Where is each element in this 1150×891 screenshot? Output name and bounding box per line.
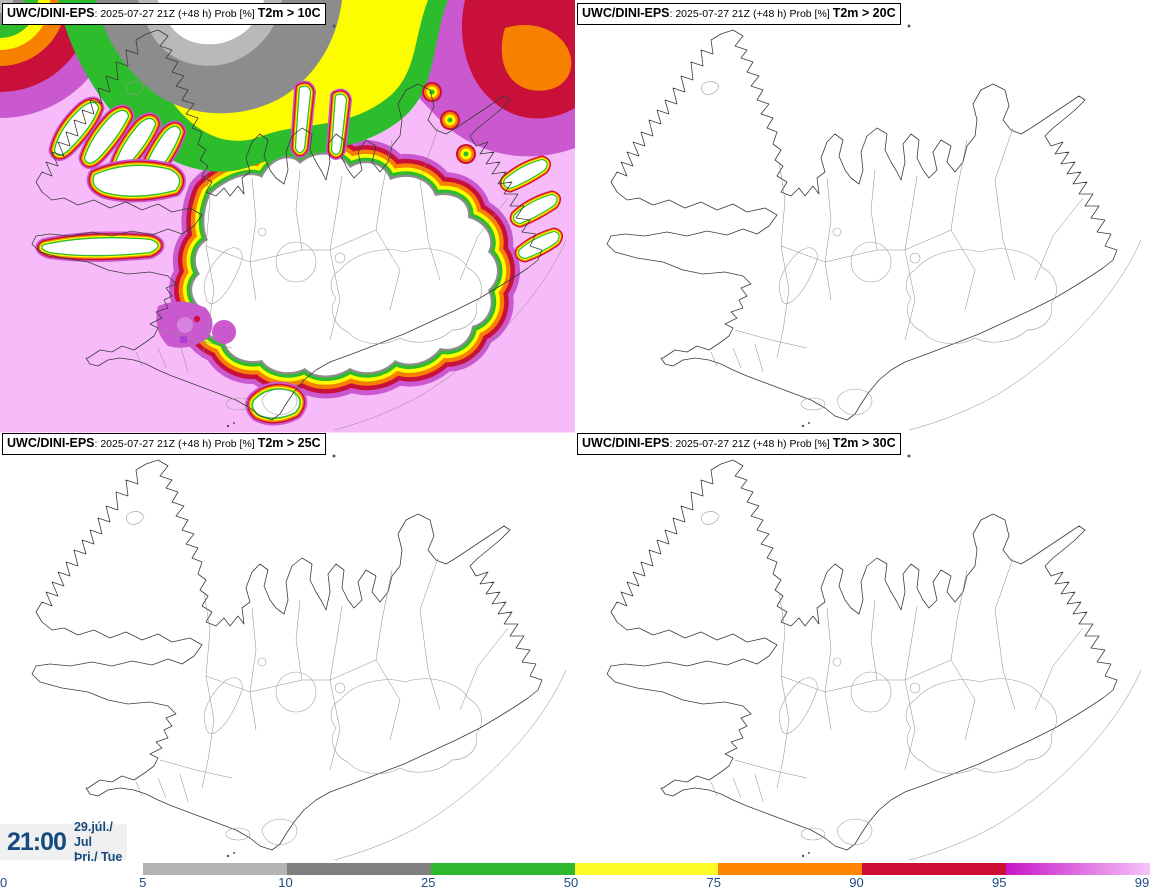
valid-date-label: [74, 820, 127, 865]
run-meta-label: : 2025-07-27 21Z (+48 h) Prob [%]: [669, 8, 830, 20]
colorbar-tick-label: 75: [706, 875, 721, 890]
colorbar-tick-label: 90: [849, 875, 864, 890]
valid-time-box: [0, 819, 127, 864]
threshold-label: T2m > 30C: [832, 436, 896, 450]
colorbar-tick-label: 25: [421, 875, 436, 890]
model-source-label: UWC/DINI-EPS: [582, 6, 670, 20]
probability-field: [0, 0, 575, 430]
valid-time-label: 21:00: [7, 827, 66, 856]
threshold-label: T2m > 10C: [257, 6, 321, 20]
probability-colorbar-footer: [0, 860, 1150, 891]
run-meta-label: : 2025-07-27 21Z (+48 h) Prob [%]: [94, 8, 255, 20]
map-title-t2m-10c: [2, 3, 326, 25]
model-source-label: UWC/DINI-EPS: [7, 436, 95, 450]
valid-date-day: 29.júl./ Jul: [73, 819, 113, 849]
map-panel-t2m-gt-10c: [0, 0, 575, 430]
colorbar-tick-labels: [0, 860, 1150, 891]
model-source-label: UWC/DINI-EPS: [582, 436, 670, 450]
map-panel-t2m-gt-30c: [575, 430, 1150, 860]
map-title-t2m-20c: [577, 3, 901, 25]
map-panel-t2m-gt-20c: [575, 0, 1150, 430]
iceland-outline-map: [575, 0, 1150, 430]
model-source-label: UWC/DINI-EPS: [7, 6, 95, 20]
run-meta-label: : 2025-07-27 21Z (+48 h) Prob [%]: [94, 438, 255, 450]
map-title-t2m-25c: [2, 433, 326, 455]
probability-field-map: [0, 0, 575, 430]
iceland-outline-map: [0, 430, 575, 860]
valid-date-weekday: Þri./ Tue: [73, 849, 123, 864]
threshold-label: T2m > 25C: [257, 436, 321, 450]
threshold-label: T2m > 20C: [832, 6, 896, 20]
colorbar-tick-label: 50: [563, 875, 579, 890]
run-meta-label: : 2025-07-27 21Z (+48 h) Prob [%]: [669, 438, 830, 450]
colorbar-tick-label: 95: [992, 875, 1007, 890]
colorbar-tick-label: 0: [0, 875, 8, 890]
colorbar-tick-label: 5: [139, 875, 147, 890]
iceland-outline-map: [575, 430, 1150, 860]
map-title-t2m-30c: [577, 433, 901, 455]
colorbar-tick-label: 99: [1134, 875, 1150, 890]
colorbar-tick-label: 10: [278, 875, 293, 890]
map-panel-t2m-gt-25c: [0, 430, 575, 860]
